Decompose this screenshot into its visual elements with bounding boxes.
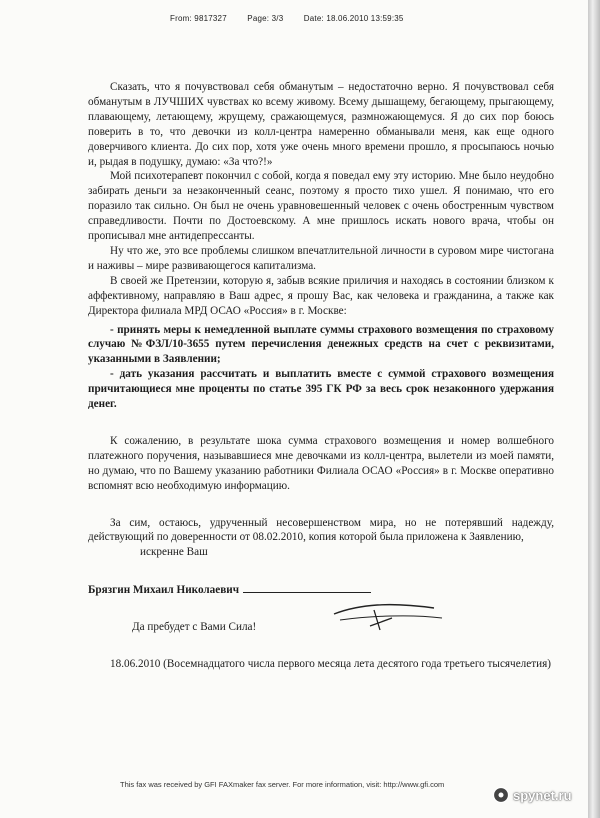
handwritten-signature [330,596,450,636]
paragraph-deceived: Сказать, что я почувствовал себя обманутым – недостаточно верно. Я почувствовал себя обманутым в ЛУЧШИХ чувствах ко всему живому. Всему дышащему, бегающему, прыгающему, плавающему, летающему, жрущему, сражающемуся, размножающемуся. Я до сих пор боюсь поверить в то, что девочки из колл-центра намеренно обманывали меня, как еще одного доверчивого клиента. До сих пор, хотя уже очень много времени прошло, я просыпаюсь ночью и, рыдая в подушку, думаю: «За что?!» [88,81,554,168]
site-watermark [492,786,572,804]
page-edge [588,0,600,818]
fax-from: From: 9817327 [170,14,227,23]
wheel-icon [492,786,510,804]
fax-page-number: Page: 3/3 [247,14,284,23]
signature-line [243,582,371,593]
letter-body [88,80,554,672]
paragraph-memory: К сожалению, в результате шока сумма страхового возмещения и номер волшебного платежного поручения, называвшиеся мне девочками из колл-центра, вылетели из моей памяти, но думаю, что по Вашему указанию работники Филиала ОСАО «Россия» в г. Москве оперативно вспомнят всю необходимую информацию. [88,434,554,492]
fax-header [170,14,422,23]
farewell-line: Да пребудет с Вами Сила! [132,621,257,634]
paragraph-capitalism: Ну что же, это все проблемы слишком впечатлительной личности в суровом мире чистогана и наживы – мире развивающегося капитализма. [88,244,554,272]
fax-footer: This fax was received by GFI FAXmaker fax server. For more information, visit: http://www.gfi.com [120,780,445,789]
closing-phrase: искренне Ваш [140,546,208,559]
paragraph-closing: За сим, остаюсь, удрученный несовершенством мира, но не потерявший надежду, действующий по доверенности от 08.02.2010, копия которой была приложена к Заявлению, [88,516,554,544]
paragraph-therapist: Мой психотерапевт покончил с собой, когда я поведал ему эту историю. Мне было неудобно забирать деньги за незаконченный сеанс, поэтому я просто тихо ушел. Я понимаю, что его поразило так сильно. Он был не очень уравновешенный человек с очень обостренным чувством справедливости. Почти по Достоевскому. А мне пришлось искать нового врача, чтобы он прописывал мне антидепрессанты. [88,170,554,243]
fax-date: Date: 18.06.2010 13:59:35 [303,14,404,23]
date-line: 18.06.2010 (Восемнадцатого числа первого месяца лета десятого года третьего тысячелетия) [110,658,551,671]
demand-payment: - принять меры к немедленной выплате суммы страхового возмещения по страховому случаю №ФЗЛ/10-3655 путем перечисления денежных средств на счет с реквизитами, указанными в Заявлении; [88,323,554,366]
demand-interest: - дать указания рассчитать и выплатить вместе с суммой страхового возмещения причитающиеся мне проценты по статье 395 ГК РФ за весь срок незаконного удержания денег. [88,368,554,411]
signer-name: Брязгин Михаил Николаевич [88,584,240,597]
paragraph-claim: В своей же Претензии, которую я, забыв всякие приличия и находясь в состоянии близком к аффективному, направляю в Ваш адрес, я прошу Вас, как человека и гражданина, а также как Директора филиала МРД ОСАО «Россия» в г. Москве: [88,274,554,317]
watermark-text: spynet.ru [513,787,572,803]
